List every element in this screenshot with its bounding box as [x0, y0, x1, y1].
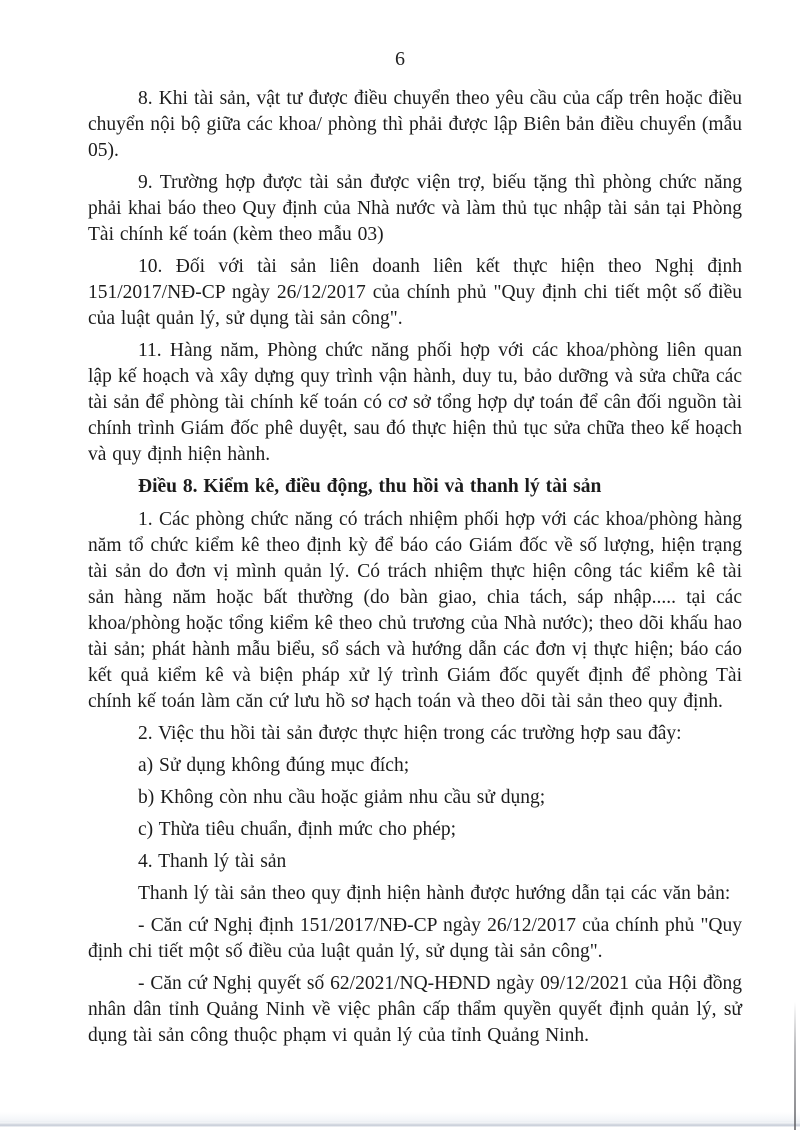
paragraph-item-9: 9. Trường hợp được tài sản được viện trợ, biếu tặng thì phòng chức năng phải khai báo theo Quy định của Nhà nước và làm thủ tục nhập tài sản tại Phòng Tài chính kế toán (kèm theo mẫu 03) — [88, 172, 742, 245]
paragraph-item-10: 10. Đối với tài sản liên doanh liên kết thực hiện theo Nghị định 151/2017/NĐ-CP ngày 26/12/2017 của chính phủ "Quy định chi tiết một số điều của luật quản lý, sử dụng tài sản công". — [88, 256, 742, 329]
paragraph-clause-4: 4. Thanh lý tài sản — [138, 851, 287, 872]
list-item-a: a) Sử dụng không đúng mục đích; — [138, 755, 410, 776]
page-number: 6 — [395, 48, 405, 70]
document-body — [88, 86, 742, 1055]
scan-edge-artifact — [794, 1002, 796, 1130]
paragraph-liquidation-intro: Thanh lý tài sản theo quy định hiện hành được hướng dẫn tại các văn bản: — [138, 883, 731, 904]
list-item-b: b) Không còn nhu cầu hoặc giảm nhu cầu sử dụng; — [138, 787, 546, 808]
list-item-c: c) Thừa tiêu chuẩn, định mức cho phép; — [138, 819, 457, 840]
paragraph-clause-2: 2. Việc thu hồi tài sản được thực hiện trong các trường hợp sau đây: — [138, 723, 682, 744]
paragraph-clause-1: 1. Các phòng chức năng có trách nhiệm phối hợp với các khoa/phòng hàng năm tổ chức kiểm kê theo định kỳ để báo cáo Giám đốc về số lượng, hiện trạng tài sản do đơn vị mình quản lý. Có trách nhiệm thực hiện công tác kiểm kê tài sản hàng năm hoặc bất thường (do bàn giao, chia tách, sáp nhập..... tại các khoa/phòng hoặc tổng kiểm kê theo chủ trương của Nhà nước); theo dõi khấu hao tài sản; phát hành mẫu biểu, sổ sách và hướng dẫn các đơn vị thực hiện; báo cáo kết quả kiểm kê và biện pháp xử lý trình Giám đốc quyết định để phòng Tài chính kế toán làm căn cứ lưu hồ sơ hạch toán và theo dõi tài sản theo quy định. — [88, 509, 742, 712]
paragraph-item-11: 11. Hàng năm, Phòng chức năng phối hợp với các khoa/phòng liên quan lập kế hoạch và xây dựng quy trình vận hành, duy tu, bảo dưỡng và sửa chữa các tài sản để phòng tài chính kế toán có cơ sở tổng hợp dự toán để cân đối nguồn tài chính trình Giám đốc phê duyệt, sau đó thực hiện thủ tục sửa chữa theo kế hoạch và quy định hiện hành. — [88, 340, 742, 465]
paragraph-ref-resolution-62: - Căn cứ Nghị quyết số 62/2021/NQ-HĐND ngày 09/12/2021 của Hội đồng nhân dân tỉnh Quảng Ninh về việc phân cấp thẩm quyền quyết định quản lý, sử dụng tài sản công thuộc phạm vi quản lý của tỉnh Quảng Ninh. — [88, 973, 742, 1046]
paragraph-item-8: 8. Khi tài sản, vật tư được điều chuyển theo yêu cầu của cấp trên hoặc điều chuyển nội bộ giữa các khoa/ phòng thì phải được lập Biên bản điều chuyển (mẫu 05). — [88, 88, 742, 161]
article-8-heading: Điều 8. Kiểm kê, điều động, thu hồi và thanh lý tài sản — [138, 476, 602, 497]
scan-line-artifact — [0, 1121, 800, 1127]
paragraph-ref-decree-151: - Căn cứ Nghị định 151/2017/NĐ-CP ngày 26/12/2017 của chính phủ "Quy định chi tiết một số điều của luật quản lý, sử dụng tài sản công". — [88, 915, 742, 962]
